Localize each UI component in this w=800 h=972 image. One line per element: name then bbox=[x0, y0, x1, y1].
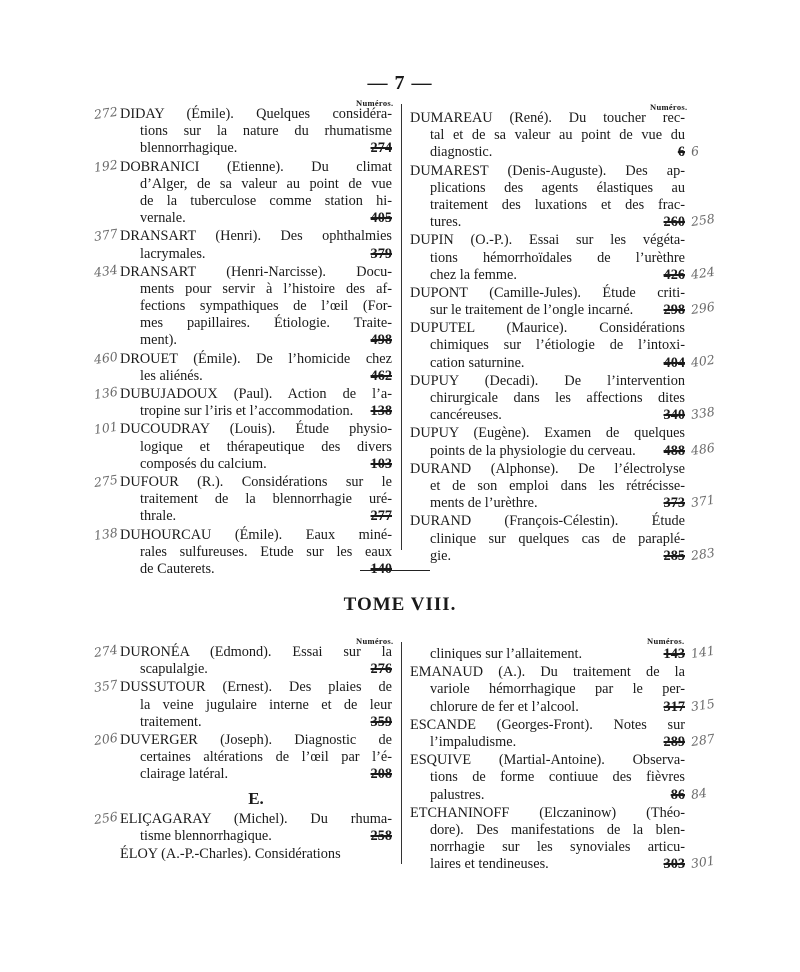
column-header-left-lower: Numéros. bbox=[356, 636, 394, 646]
index-entry bbox=[410, 372, 716, 425]
entry-text-line: cation saturnine. 402 404 bbox=[430, 351, 716, 371]
index-entry bbox=[410, 664, 716, 716]
entry-number: 462 bbox=[370, 367, 392, 384]
column-divider-upper bbox=[401, 104, 402, 550]
entry-text-line: chirurgicale dans les affections dites bbox=[430, 390, 685, 406]
entry-number: 317 bbox=[663, 698, 685, 715]
entry-heading-line: DROUET (Émile). De l’homicide chez bbox=[120, 350, 392, 367]
entry-heading-line: DRANSART (Henri). Des ophthalmies bbox=[120, 228, 392, 245]
index-entry bbox=[92, 471, 392, 526]
entry-number: 86 bbox=[670, 786, 685, 803]
entry-heading-line: DUPUY (Decadi). De l’intervention bbox=[410, 372, 685, 389]
entry-number: 298 bbox=[663, 302, 685, 319]
entry-text-line: diagnostic. 6 6 bbox=[430, 143, 700, 161]
entry-heading-line: ESCANDE (Georges-Front). Notes sur bbox=[410, 716, 685, 733]
entry-heading-line: ESQUIVE (Martial-Antoine). Observa- bbox=[410, 752, 685, 769]
handwritten-correction: 84 bbox=[689, 784, 708, 802]
index-entry bbox=[410, 232, 716, 284]
index-entry bbox=[92, 641, 392, 678]
entry-number: 303 bbox=[663, 856, 685, 873]
entry-text-line: ments pour servir à l’histoire des af- bbox=[140, 280, 392, 297]
lower-left-entries-e bbox=[92, 808, 392, 864]
handwritten-margin-note: 460 bbox=[92, 348, 119, 367]
entry-heading-line: DUSSUTOUR (Ernest). Des plaies de bbox=[120, 679, 392, 696]
entry-number: 6 bbox=[677, 144, 685, 161]
index-entry bbox=[410, 804, 716, 874]
entry-text-line: fections sympathiques de l’œil (For- bbox=[140, 298, 392, 315]
entry-heading-line: DUCOUDRAY (Louis). Étude physio- bbox=[120, 421, 392, 438]
entry-number: 426 bbox=[663, 266, 685, 283]
handwritten-margin-note: 357 bbox=[92, 677, 119, 696]
handwritten-margin-note: 206 bbox=[92, 729, 119, 748]
entry-number: 340 bbox=[663, 407, 685, 424]
handwritten-correction: 301 bbox=[689, 853, 716, 872]
entry-text-line: chlorure de fer et l’alcool. 315 317 bbox=[430, 695, 716, 715]
entry-heading-line: DUPUY (Eugène). Examen de quelques bbox=[410, 425, 685, 442]
index-entry bbox=[92, 524, 392, 579]
entry-number: 140 bbox=[370, 560, 392, 577]
entry-heading-line: DURONÉA (Edmond). Essai sur la bbox=[120, 644, 392, 660]
entry-text-line: sur le traitement de l’ongle incarné. 296 298 bbox=[430, 298, 716, 319]
index-entry bbox=[92, 808, 392, 845]
entry-heading-line: ÉLOY (A.-P.-Charles). Considérations bbox=[120, 846, 341, 863]
entry-number: 143 bbox=[663, 646, 685, 662]
entry-heading-line: ELIÇAGARAY (Michel). Du rhuma- bbox=[120, 810, 392, 827]
entry-number: 260 bbox=[663, 214, 685, 231]
index-entry bbox=[92, 226, 392, 262]
entry-number: 138 bbox=[370, 403, 392, 420]
entry-text-line: clairage latéral. 208 bbox=[140, 766, 392, 783]
handwritten-correction: 258 bbox=[689, 210, 716, 230]
entry-text-line: tropine sur l’iris et l’accommodation. 138 bbox=[140, 403, 392, 420]
handwritten-correction: 402 bbox=[689, 351, 716, 370]
index-entry bbox=[410, 752, 708, 804]
lower-left-entries bbox=[92, 641, 392, 784]
index-entry bbox=[92, 383, 392, 420]
index-entry bbox=[410, 642, 716, 663]
entry-heading-line: DUFOUR (R.). Considérations sur le bbox=[120, 473, 392, 490]
entry-text-line: logique et thérapeutique des divers bbox=[140, 438, 392, 455]
entry-text-line: tions de forme contiuue des fièvres bbox=[430, 769, 685, 786]
section-letter-e: E. bbox=[248, 788, 264, 808]
entry-text-line: tions hémorrhoïdales de l’urèthre bbox=[430, 249, 685, 266]
entry-heading-line: DUPIN (O.-P.). Essai sur les végéta- bbox=[410, 232, 685, 249]
entry-number: 373 bbox=[663, 495, 685, 512]
entry-number: 276 bbox=[370, 661, 392, 678]
entry-text-line: variole hémorrhagique par le per- bbox=[430, 681, 685, 698]
index-entry bbox=[410, 110, 700, 162]
entry-text-line: thrale. 277 bbox=[140, 508, 392, 525]
handwritten-correction: 287 bbox=[689, 730, 716, 749]
entry-text-line: tions sur la nature du rhumatisme bbox=[140, 123, 392, 140]
entry-text-line: l’impaludisme. 287 289 bbox=[430, 730, 716, 750]
entry-number: 208 bbox=[370, 766, 392, 783]
entry-text-line: et de son emploi dans les rétrécisse- bbox=[430, 477, 685, 494]
entry-text-line: de la tuberculose comme station hi- bbox=[140, 192, 392, 209]
entry-text-line: cancéreuses. 338 340 bbox=[430, 403, 716, 424]
index-entry bbox=[92, 156, 392, 228]
index-entry bbox=[120, 846, 392, 863]
entry-heading-line: DUHOURCAU (Émile). Eaux miné- bbox=[120, 526, 392, 543]
entry-text-line: traitement de la blennorrhagie uré- bbox=[140, 491, 392, 508]
entry-text-line: tisme blennorrhagique. 258 bbox=[140, 827, 392, 844]
handwritten-margin-note: 275 bbox=[92, 471, 119, 490]
index-entry bbox=[410, 716, 716, 751]
entry-text-line: points de la physiologie du cerveau. 486 488 bbox=[430, 439, 716, 459]
handwritten-correction: 296 bbox=[689, 298, 716, 317]
entry-text-line: les aliénés. 462 bbox=[140, 367, 392, 384]
index-entry bbox=[92, 348, 392, 385]
section-rule bbox=[360, 570, 430, 571]
entry-number: 379 bbox=[370, 245, 392, 262]
entry-heading-line: DIDAY (Émile). Quelques considéra- bbox=[120, 106, 392, 122]
entry-heading-line: DUPUTEL (Maurice). Considérations bbox=[410, 320, 685, 337]
entry-number: 359 bbox=[370, 713, 392, 730]
handwritten-margin-note: 192 bbox=[92, 156, 119, 175]
index-entry bbox=[92, 729, 392, 784]
entry-text-line: ment). 498 bbox=[140, 332, 392, 349]
entry-text-line: blennorrhagique. 274 bbox=[140, 140, 392, 157]
entry-heading-line: DURAND (François-Célestin). Étude bbox=[410, 513, 685, 530]
index-entry bbox=[410, 460, 716, 513]
entry-number: 404 bbox=[663, 354, 685, 371]
entry-heading-line: DOBRANICI (Etienne). Du climat bbox=[120, 158, 392, 175]
column-header-right: Numéros. bbox=[650, 102, 688, 112]
index-entry bbox=[410, 320, 716, 372]
entry-text-line: composés du calcium. 103 bbox=[140, 455, 392, 472]
handwritten-correction: 141 bbox=[689, 642, 716, 661]
entry-heading-line: DUVERGER (Joseph). Diagnostic de bbox=[120, 731, 392, 748]
index-entry bbox=[92, 261, 392, 350]
entry-text-line: chez la femme. 424 426 bbox=[430, 263, 716, 283]
entry-text-line: dore). Des manifestations de la blen- bbox=[430, 821, 685, 838]
entry-number: 289 bbox=[663, 733, 685, 750]
entry-heading-line: DRANSART (Henri-Narcisse). Docu- bbox=[120, 263, 392, 280]
index-entry bbox=[92, 677, 392, 731]
handwritten-margin-note: 274 bbox=[92, 641, 119, 660]
upper-left-column bbox=[92, 103, 392, 579]
handwritten-correction: 486 bbox=[689, 439, 716, 458]
handwritten-correction: 315 bbox=[689, 695, 716, 714]
entry-number: 258 bbox=[370, 827, 392, 844]
entry-heading-line: DUMAREAU (René). Du toucher rec- bbox=[410, 110, 685, 126]
lower-left-column bbox=[92, 641, 392, 864]
column-header-right-lower: Numéros. bbox=[647, 636, 685, 646]
entry-text-line: ments de l’urèthre. 371 373 bbox=[430, 491, 716, 512]
entry-heading-line: DUBUJADOUX (Paul). Action de l’a- bbox=[120, 386, 392, 402]
handwritten-correction: 338 bbox=[689, 403, 716, 423]
handwritten-correction: 6 bbox=[689, 143, 700, 160]
index-entry bbox=[92, 419, 392, 473]
entry-text-line: palustres. 84 86 bbox=[430, 784, 708, 803]
entry-heading-line: EMANAUD (A.). Du traitement de la bbox=[410, 664, 685, 681]
column-divider-lower bbox=[401, 642, 402, 864]
index-entry bbox=[410, 284, 716, 319]
entry-heading-line: cliniques sur l’allaitement. 141 143 bbox=[430, 642, 716, 662]
entry-number: 277 bbox=[370, 508, 392, 525]
handwritten-margin-note: 138 bbox=[92, 524, 119, 543]
column-header-left: Numéros. bbox=[356, 98, 394, 108]
entry-number: 488 bbox=[663, 442, 685, 459]
entry-text-line: d’Alger, de sa valeur au point de vue bbox=[140, 175, 392, 192]
entry-text-line: plications des agents élastiques au bbox=[430, 179, 685, 196]
entry-text-line: scapulalgie. 276 bbox=[140, 661, 392, 678]
handwritten-correction: 424 bbox=[689, 263, 716, 282]
entry-text-line: traitement des luxations et des frac- bbox=[430, 196, 685, 213]
upper-right-column bbox=[410, 110, 716, 566]
entry-text-line: traitement. 359 bbox=[140, 713, 392, 730]
entry-number: 274 bbox=[370, 140, 392, 157]
entry-heading-line: DUPONT (Camille-Jules). Étude criti- bbox=[410, 284, 685, 301]
entry-text-line: clinique sur quelques cas de paraplé- bbox=[430, 530, 685, 547]
index-entry bbox=[410, 513, 716, 565]
entry-number: 285 bbox=[663, 547, 685, 564]
handwritten-margin-note: 101 bbox=[92, 419, 119, 438]
entry-number: 498 bbox=[370, 332, 392, 349]
handwritten-margin-note: 256 bbox=[92, 808, 119, 827]
entry-text-line: lacrymales. 379 bbox=[140, 245, 392, 262]
handwritten-margin-note: 377 bbox=[92, 226, 119, 245]
entry-text-line: rales sulfureuses. Etude sur les eaux bbox=[140, 543, 392, 560]
entry-text-line: norrhagie sur les synoviales articu- bbox=[430, 839, 685, 856]
lower-right-column bbox=[410, 642, 716, 874]
handwritten-correction: 283 bbox=[689, 544, 716, 563]
handwritten-margin-note: 434 bbox=[92, 261, 119, 280]
handwritten-margin-note: 272 bbox=[92, 103, 119, 122]
entry-text-line: chimiques sur l’étiologie de l’intoxi- bbox=[430, 337, 685, 354]
entry-heading-line: DUMAREST (Denis-Auguste). Des ap- bbox=[410, 162, 685, 179]
handwritten-correction: 371 bbox=[689, 491, 716, 511]
entry-text-line: vernale. 405 bbox=[140, 210, 392, 227]
entry-number: 405 bbox=[370, 210, 392, 227]
entry-heading-line: ETCHANINOFF (Elczaninow) (Théo- bbox=[410, 804, 685, 821]
entry-text-line: de Cauterets. 140 bbox=[140, 560, 392, 577]
index-entry bbox=[410, 425, 716, 459]
index-entry bbox=[92, 103, 392, 158]
entry-text-line: mes papillaires. Étiologie. Traite- bbox=[140, 315, 392, 332]
volume-title: TOME VIII. bbox=[343, 594, 457, 615]
entry-text-line: gie. 283 285 bbox=[430, 544, 716, 564]
entry-text-line: certaines altérations de l’œil par l’é- bbox=[140, 749, 392, 766]
entry-text-line: laires et tendineuses. 301 303 bbox=[430, 853, 716, 873]
entry-heading-line: DURAND (Alphonse). De l’électrolyse bbox=[410, 460, 685, 477]
entry-text-line: tal et de sa valeur au point de vue du bbox=[430, 127, 685, 144]
entry-text-line: tures. 258 260 bbox=[430, 210, 716, 231]
entry-number: 103 bbox=[370, 455, 392, 472]
entry-text-line: la veine jugulaire interne et de leur bbox=[140, 696, 392, 713]
index-entry bbox=[410, 162, 716, 232]
page-number: — 7 — bbox=[367, 72, 433, 94]
handwritten-margin-note: 136 bbox=[92, 383, 119, 402]
